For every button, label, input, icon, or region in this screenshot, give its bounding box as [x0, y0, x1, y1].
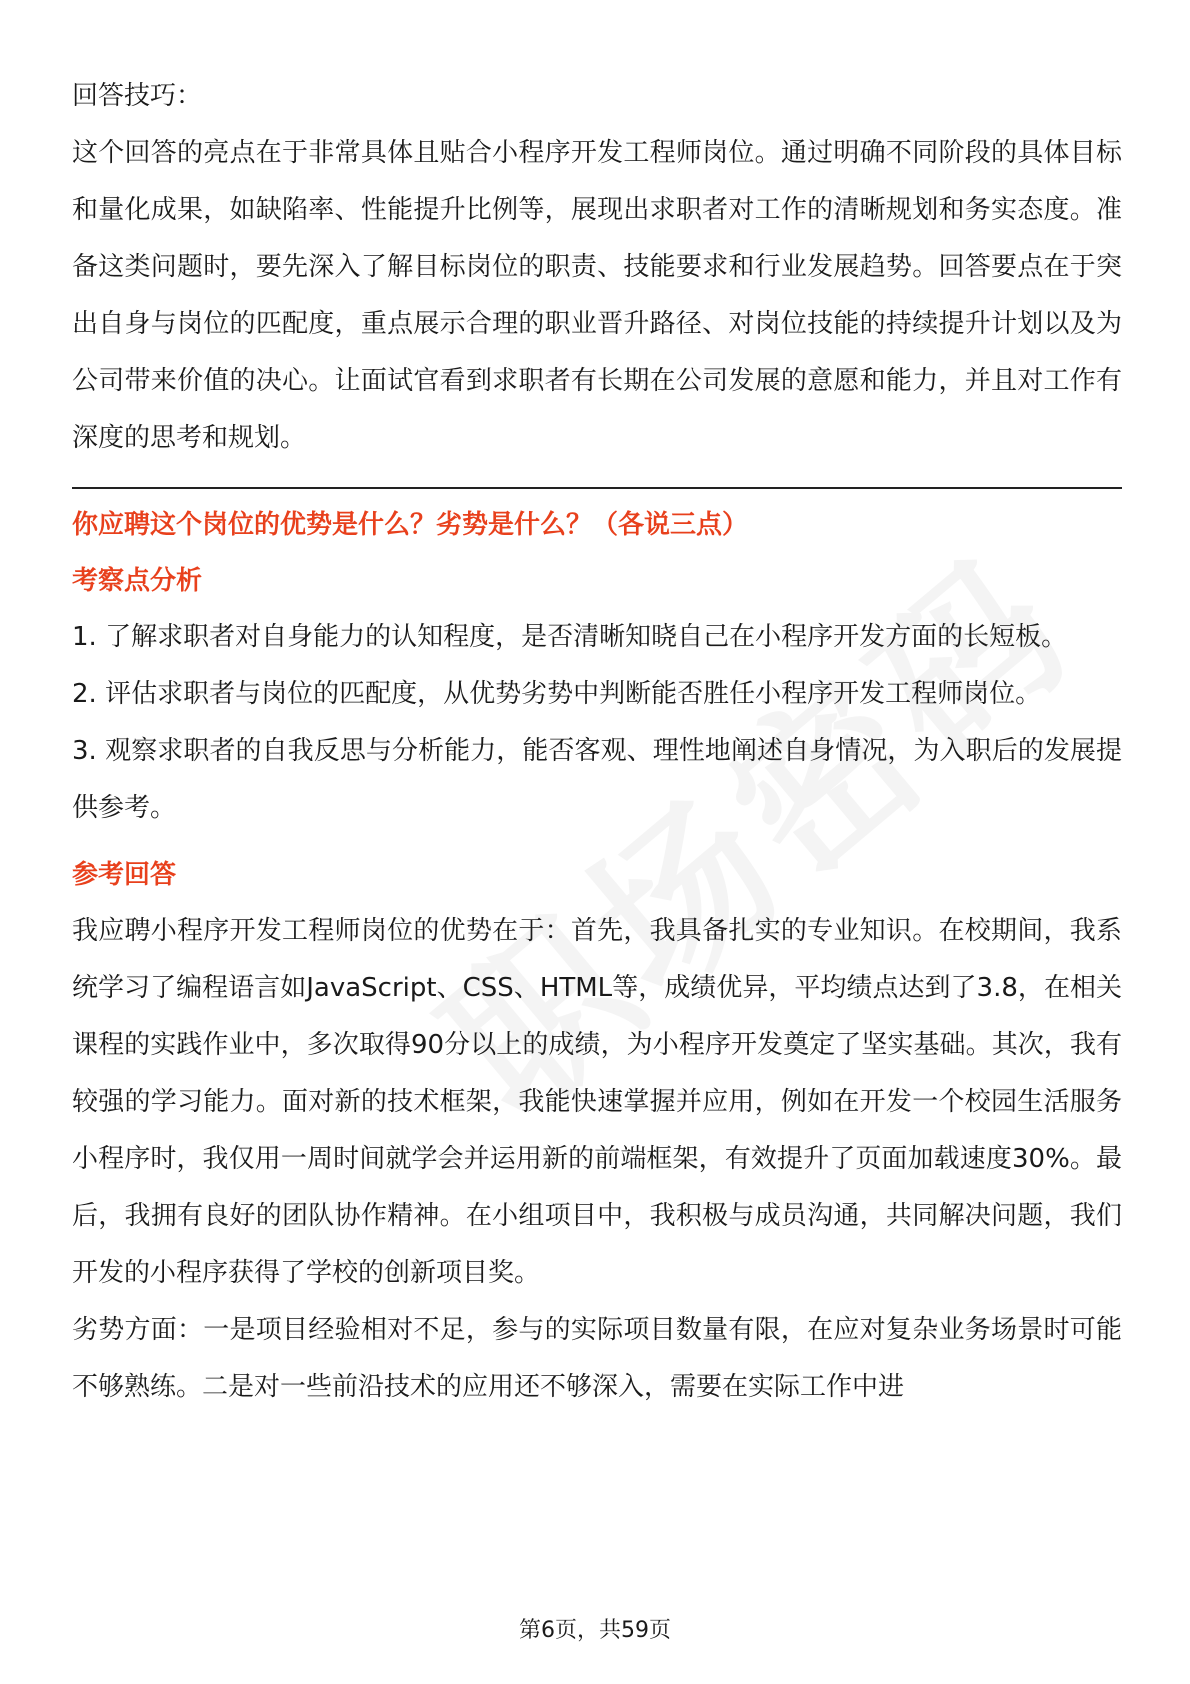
section-divider — [72, 487, 1122, 489]
tips-label: 回答技巧： — [72, 81, 203, 111]
answer-paragraph: 劣势方面：一是项目经验相对不足，参与的实际项目数量有限，在应对复杂业务场景时可能不够熟练。二是对一些前沿技术的应用还不够深入，需要在实际工作中进 — [72, 1315, 1122, 1402]
answer-title: 参考回答 — [72, 860, 177, 890]
analysis-title: 考察点分析 — [72, 566, 203, 596]
question-title: 你应聘这个岗位的优势是什么？劣势是什么？（各说三点） — [72, 510, 749, 540]
tips-paragraph: 这个回答的亮点在于非常具体且贴合小程序开发工程师岗位。通过明确不同阶段的具体目标和量化成果，如缺陷率、性能提升比例等，展现出求职者对工作的清晰规划和务实态度。准备这类问题时，要先深入了解目标岗位的职责、技能要求和行业发展趋势。回答要点在于突出自身与岗位的匹配度，重点展示合理的职业晋升路径、对岗位技能的持续提升计划以及为公司带来价值的决心。让面试官看到求职者有长期在公司发展的意愿和能力，并且对工作有深度的思考和规划。 — [72, 138, 1122, 453]
page-number: 第6页，共59页 — [519, 1618, 671, 1643]
analysis-point: 3. 观察求职者的自我反思与分析能力，能否客观、理性地阐述自身情况，为入职后的发展提供参考。 — [72, 736, 1122, 823]
analysis-point: 2. 评估求职者与岗位的匹配度，从优势劣势中判断能否胜任小程序开发工程师岗位。 — [72, 679, 1042, 709]
analysis-point: 1. 了解求职者对自身能力的认知程度，是否清晰知晓自己在小程序开发方面的长短板。 — [72, 622, 1068, 652]
document-page — [72, 68, 1122, 1416]
answer-paragraph: 我应聘小程序开发工程师岗位的优势在于：首先，我具备扎实的专业知识。在校期间，我系统学习了编程语言如JavaScript、CSS、HTML等，成绩优异，平均绩点达到了3.8，在相关课程的实践作业中，多次取得90分以上的成绩，为小程序开发奠定了坚实基础。其次，我有较强的学习能力。面对新的技术框架，我能快速掌握并应用，例如在开发一个校园生活服务小程序时，我仅用一周时间就学会并运用新的前端框架，有效提升了页面加载速度30%。最后，我拥有良好的团队协作精神。在小组项目中，我积极与成员沟通，共同解决问题，我们开发的小程序获得了学校的创新项目奖。 — [72, 916, 1122, 1288]
